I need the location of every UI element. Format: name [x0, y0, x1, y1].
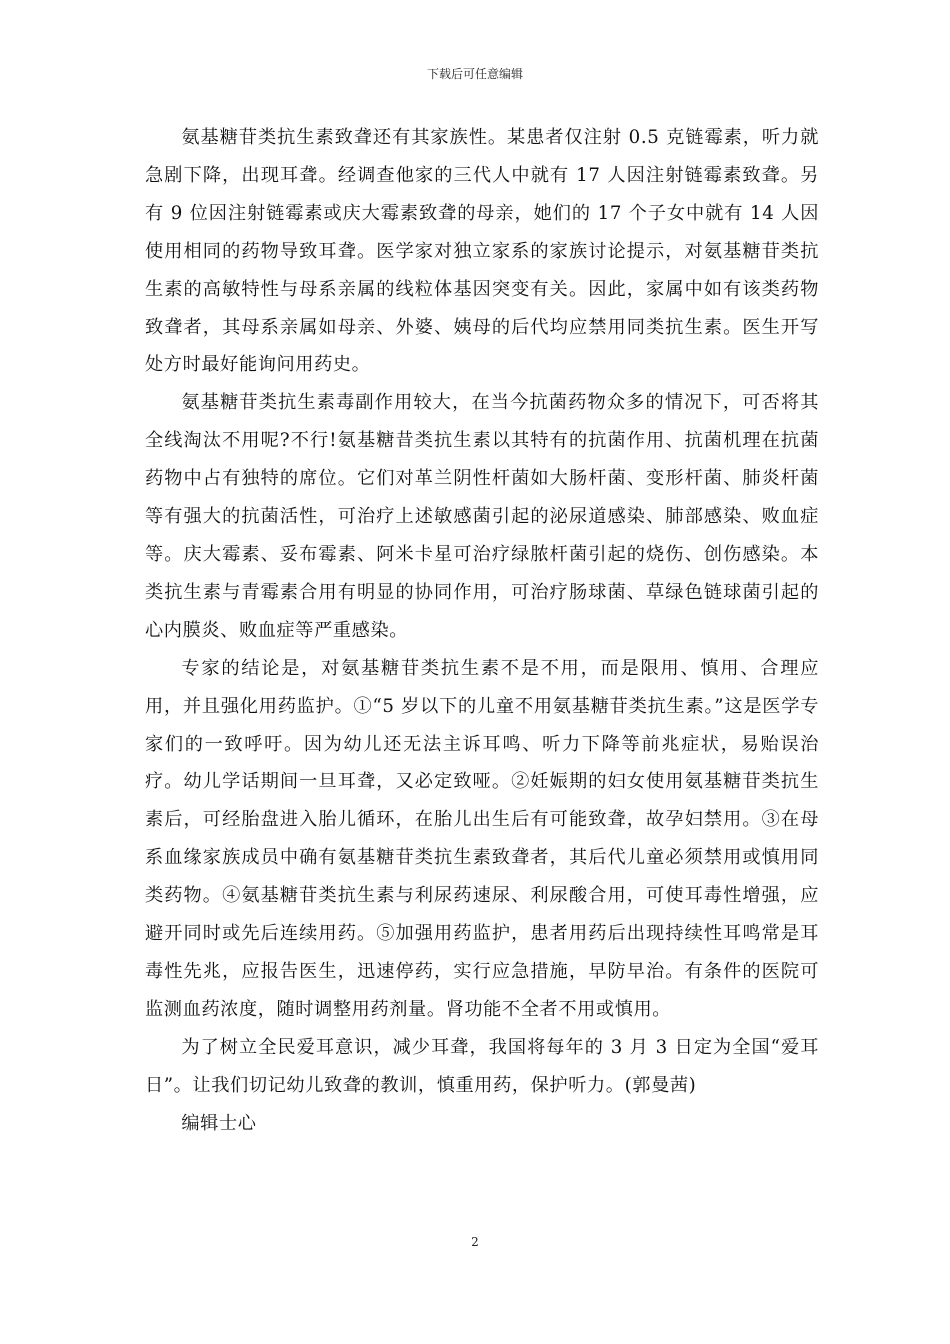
editor-signature: 编辑士心 [181, 1112, 257, 1134]
paragraph-expert-conclusion: 专家的结论是，对氨基糖苷类抗生素不是不用，而是限用、慎用、合理应用，并且强化用药监护。①“5 岁以下的儿童不用氨基糖苷类抗生素。”这是医学专家们的一致呼吁。因为幼儿还无法主诉耳鸣、听力下降等前兆症状，易贻误治疗。幼儿学话期间一旦耳聋，又必定致哑。②妊娠期的妇女使用氨基糖苷类抗生素后，可经胎盘进入胎儿循环，在胎儿出生后有可能致聋，故孕妇禁用。③在母系血缘家族成员中确有氨基糖苷类抗生素致聋者，其后代儿童必须禁用或慎用同类药物。④氨基糖苷类抗生素与利尿药速尿、利尿酸合用，可使耳毒性增强，应避开同时或先后连续用药。⑤加强用药监护，患者用药后出现持续性耳鸣常是耳毒性先兆，应报告医生，迅速停药，实行应急措施，早防早治。有条件的医院可监测血药浓度，随时调整用药剂量。肾功能不全者不用或慎用。 [145, 657, 819, 1020]
paragraph-hereditary-deafness: 氨基糖苷类抗生素致聋还有其家族性。某患者仅注射 0.5 克链霉素，听力就急剧下降，出现耳聋。经调查他家的三代人中就有 17 人因注射链霉素致聋。另有 9 位因注射链霉素或庆大霉素致聋的母亲，她们的 17 个子女中就有 14 人因使用相同的药物导致耳聋。医学家对独立家系的家族讨论提示，对氨基糖苷类抗生素的高敏特性与母系亲属的线粒体基因突变有关。因此，家属中如有该类药物致聋者，其母系亲属如母亲、外婆、姨母的后代均应禁用同类抗生素。医生开写处方时最好能询问用药史。 [145, 127, 819, 376]
page-header: 下载后可任意编辑 [426, 67, 523, 81]
page-number: 2 [471, 1235, 479, 1249]
document-body [145, 119, 819, 1142]
paragraph-antibacterial-role: 氨基糖苷类抗生素毒副作用较大，在当今抗菌药物众多的情况下，可否将其全线淘汰不用呢?不行!氨基糖昔类抗生素以其特有的抗菌作用、抗菌机理在抗菌药物中占有独特的席位。它们对革兰阴性杆菌如大肠杆菌、变形杆菌、肺炎杆菌等有强大的抗菌活性，可治疗上述敏感菌引起的泌尿道感染、肺部感染、败血症等。庆大霉素、妥布霉素、阿米卡星可治疗绿脓杆菌引起的烧伤、创伤感染。本类抗生素与青霉素合用有明显的协同作用，可治疗肠球菌、草绿色链球菌引起的心内膜炎、败血症等严重感染。 [145, 392, 819, 641]
paragraph-ear-care-day: 为了树立全民爱耳意识，减少耳聋，我国将每年的 3 月 3 日定为全国“爱耳日”。让我们切记幼儿致聋的教训，慎重用药，保护听力。(郭曼茜) [145, 1036, 819, 1096]
